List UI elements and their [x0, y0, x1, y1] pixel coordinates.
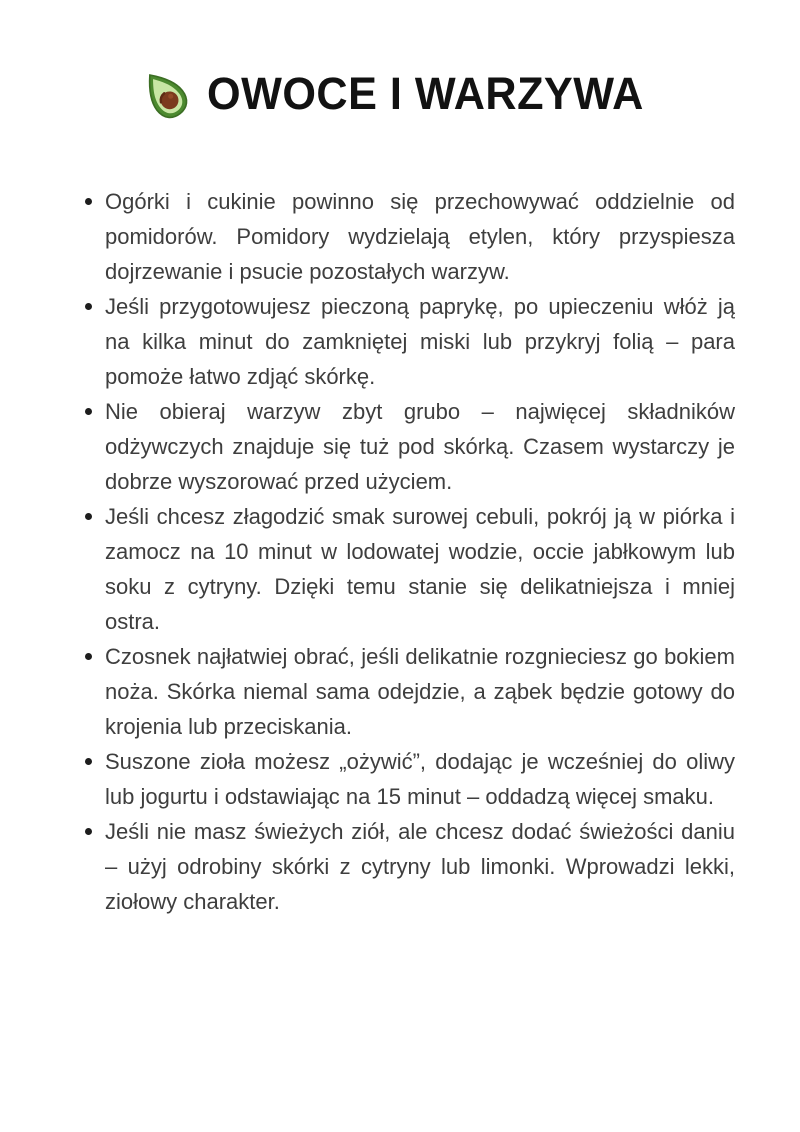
tip-item: Jeśli przygotowujesz pieczoną paprykę, po upieczeniu włóż ją na kilka minut do zamkniętej miski lub przykryj folią – para pomoże łatwo zdjąć skórkę.: [105, 289, 735, 394]
page-title: OWOCE I WARZYWA: [206, 68, 644, 119]
page-header: [0, 66, 800, 122]
tip-item: Czosnek najłatwiej obrać, jeśli delikatnie rozgnieciesz go bokiem noża. Skórka niemal sama odejdzie, a ząbek będzie gotowy do krojenia lub przeciskania.: [105, 639, 735, 744]
tip-item: Jeśli chcesz złagodzić smak surowej cebuli, pokrój ją w piórka i zamocz na 10 minut w lodowatej wodzie, occie jabłkowym lub soku z cytryny. Dzięki temu stanie się delikatniejsza i mniej ostra.: [105, 499, 735, 639]
tip-item: Ogórki i cukinie powinno się przechowywać oddzielnie od pomidorów. Pomidory wydzielają etylen, który przyspiesza dojrzewanie i psucie pozostałych warzyw.: [105, 184, 735, 289]
tip-item: Nie obieraj warzyw zbyt grubo – najwięcej składników odżywczych znajduje się tuż pod skórką. Czasem wystarczy je dobrze wyszorować przed użyciem.: [105, 394, 735, 499]
tip-item: Jeśli nie masz świeżych ziół, ale chcesz dodać świeżości daniu – użyj odrobiny skórki z cytryny lub limonki. Wprowadzi lekki, ziołowy charakter.: [105, 814, 735, 919]
tips-list: [105, 184, 735, 919]
tip-item: Suszone zioła możesz „ożywić”, dodając je wcześniej do oliwy lub jogurtu i odstawiając na 15 minut – oddadzą więcej smaku.: [105, 744, 735, 814]
avocado-icon: [139, 66, 193, 122]
